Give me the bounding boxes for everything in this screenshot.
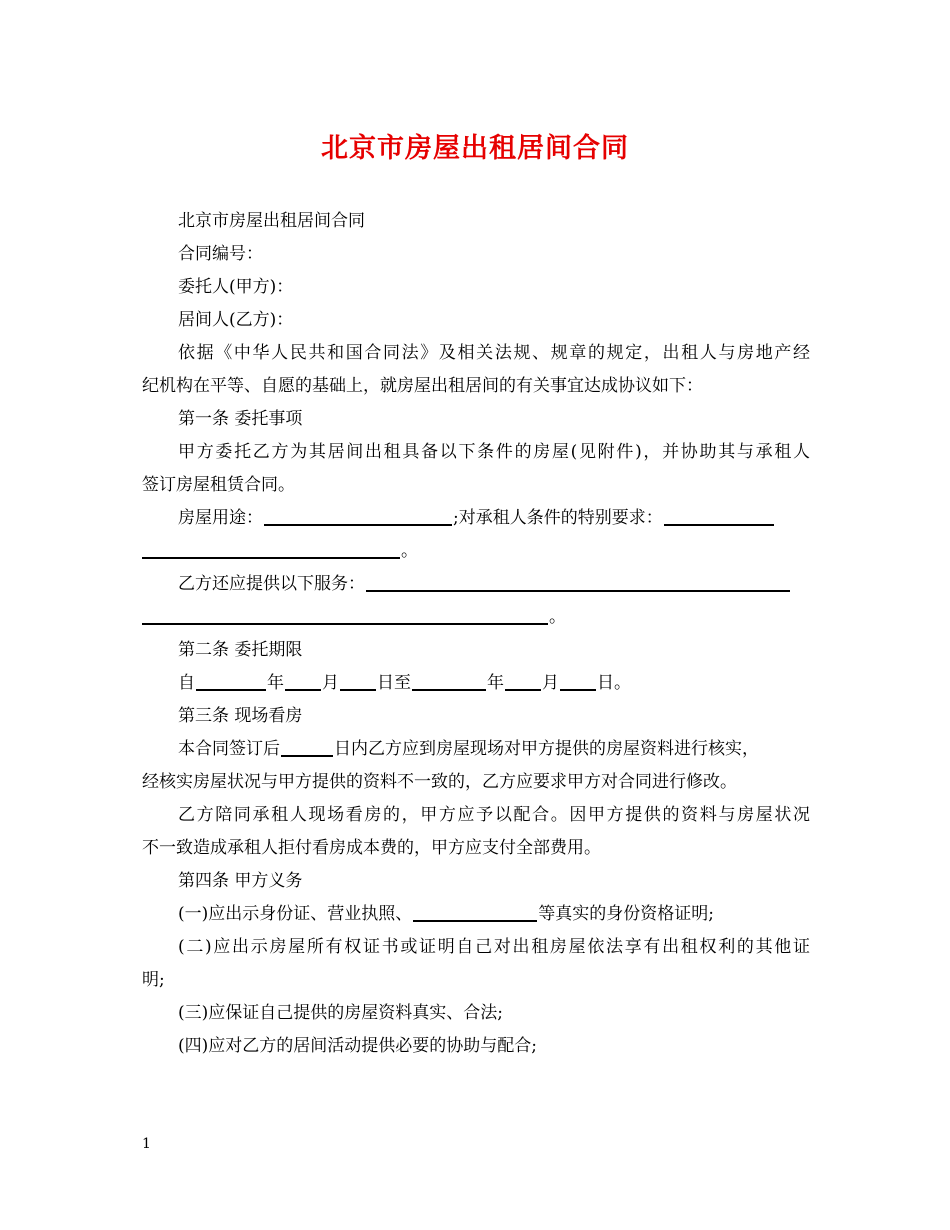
extra-service-label: 乙方还应提供以下服务： xyxy=(178,574,365,594)
identity-proof-line xyxy=(142,898,810,931)
end-month-blank[interactable] xyxy=(505,673,541,691)
document-title: 北京市房屋出租居间合同 xyxy=(321,133,629,164)
line-end-period: 。 xyxy=(401,541,418,561)
page-number: 1 xyxy=(142,1136,151,1152)
extra-service-blank-continued[interactable] xyxy=(142,607,548,625)
article-heading: 第四条 甲方义务 xyxy=(178,871,303,891)
house-use-line xyxy=(142,502,810,535)
house-use-blank[interactable] xyxy=(264,508,452,526)
identity-proof-text: 等真实的身份资格证明; xyxy=(538,904,714,924)
tenant-requirement-blank[interactable] xyxy=(664,508,774,526)
paragraph-line: 不一致造成承租人拒付看房成本费的，甲方应支付全部费用。 xyxy=(142,838,601,858)
start-day-blank[interactable] xyxy=(340,673,376,691)
month-label: 月 xyxy=(542,673,559,693)
line-end-period: 。 xyxy=(549,607,566,627)
start-month-blank[interactable] xyxy=(285,673,321,691)
article-heading: 第三条 现场看房 xyxy=(178,706,303,726)
paragraph-line: (四)应对乙方的居间活动提供必要的协助与配合; xyxy=(178,1036,537,1056)
tenant-requirement-blank-continued[interactable] xyxy=(142,541,400,559)
document-body xyxy=(142,205,810,1063)
extra-service-line xyxy=(142,568,810,601)
paragraph-line: 乙方陪同承租人现场看房的，甲方应予以配合。因甲方提供的资料与房屋状况 xyxy=(178,805,810,825)
paragraph-line: 签订房屋租赁合同。 xyxy=(142,475,295,495)
end-day-blank[interactable] xyxy=(560,673,596,691)
tenant-requirement-label: ;对承租人条件的特别要求： xyxy=(453,508,663,528)
identity-proof-blank[interactable] xyxy=(413,904,537,922)
extra-service-blank[interactable] xyxy=(366,574,790,592)
inspection-label: 本合同签订后 xyxy=(178,739,280,759)
paragraph-line: 依据《中华人民共和国合同法》及相关法规、规章的规定，出租人与房地产经 xyxy=(178,343,810,363)
paragraph-line: 明; xyxy=(142,970,165,990)
term-from-label: 自 xyxy=(178,673,195,693)
party-b-label: 居间人(乙方)： xyxy=(178,310,294,330)
end-year-blank[interactable] xyxy=(412,673,486,691)
extra-service-continued-line xyxy=(142,601,810,634)
start-year-blank[interactable] xyxy=(196,673,266,691)
contract-number-label: 合同编号： xyxy=(178,244,263,264)
tenant-requirement-continued-line xyxy=(142,535,810,568)
paragraph-line: 北京市房屋出租居间合同 xyxy=(178,211,365,231)
paragraph-line: (二)应出示房屋所有权证书或证明自己对出租房屋依法享有出租权利的其他证 xyxy=(178,937,810,957)
year-label: 年 xyxy=(267,673,284,693)
inspection-line xyxy=(142,733,810,766)
identity-proof-label: (一)应出示身份证、营业执照、 xyxy=(178,904,413,924)
paragraph-line: 甲方委托乙方为其居间出租具备以下条件的房屋(见附件)，并协助其与承租人 xyxy=(178,442,810,462)
term-line xyxy=(142,667,810,700)
house-use-label: 房屋用途： xyxy=(178,508,263,528)
paragraph-line: 经核实房屋状况与甲方提供的资料不一致的，乙方应要求甲方对合同进行修改。 xyxy=(142,772,737,792)
inspection-text: 日内乙方应到房屋现场对甲方提供的房屋资料进行核实， xyxy=(334,739,759,759)
paragraph-line: 纪机构在平等、自愿的基础上，就房屋出租居间的有关事宜达成协议如下： xyxy=(142,376,703,396)
article-heading: 第二条 委托期限 xyxy=(178,640,303,660)
day-to-label: 日至 xyxy=(377,673,411,693)
month-label: 月 xyxy=(322,673,339,693)
party-a-label: 委托人(甲方)： xyxy=(178,277,294,297)
year-label: 年 xyxy=(487,673,504,693)
paragraph-line: (三)应保证自己提供的房屋资料真实、合法; xyxy=(178,1003,503,1023)
day-label: 日。 xyxy=(597,673,631,693)
article-heading: 第一条 委托事项 xyxy=(178,409,303,429)
inspection-days-blank[interactable] xyxy=(281,739,333,757)
